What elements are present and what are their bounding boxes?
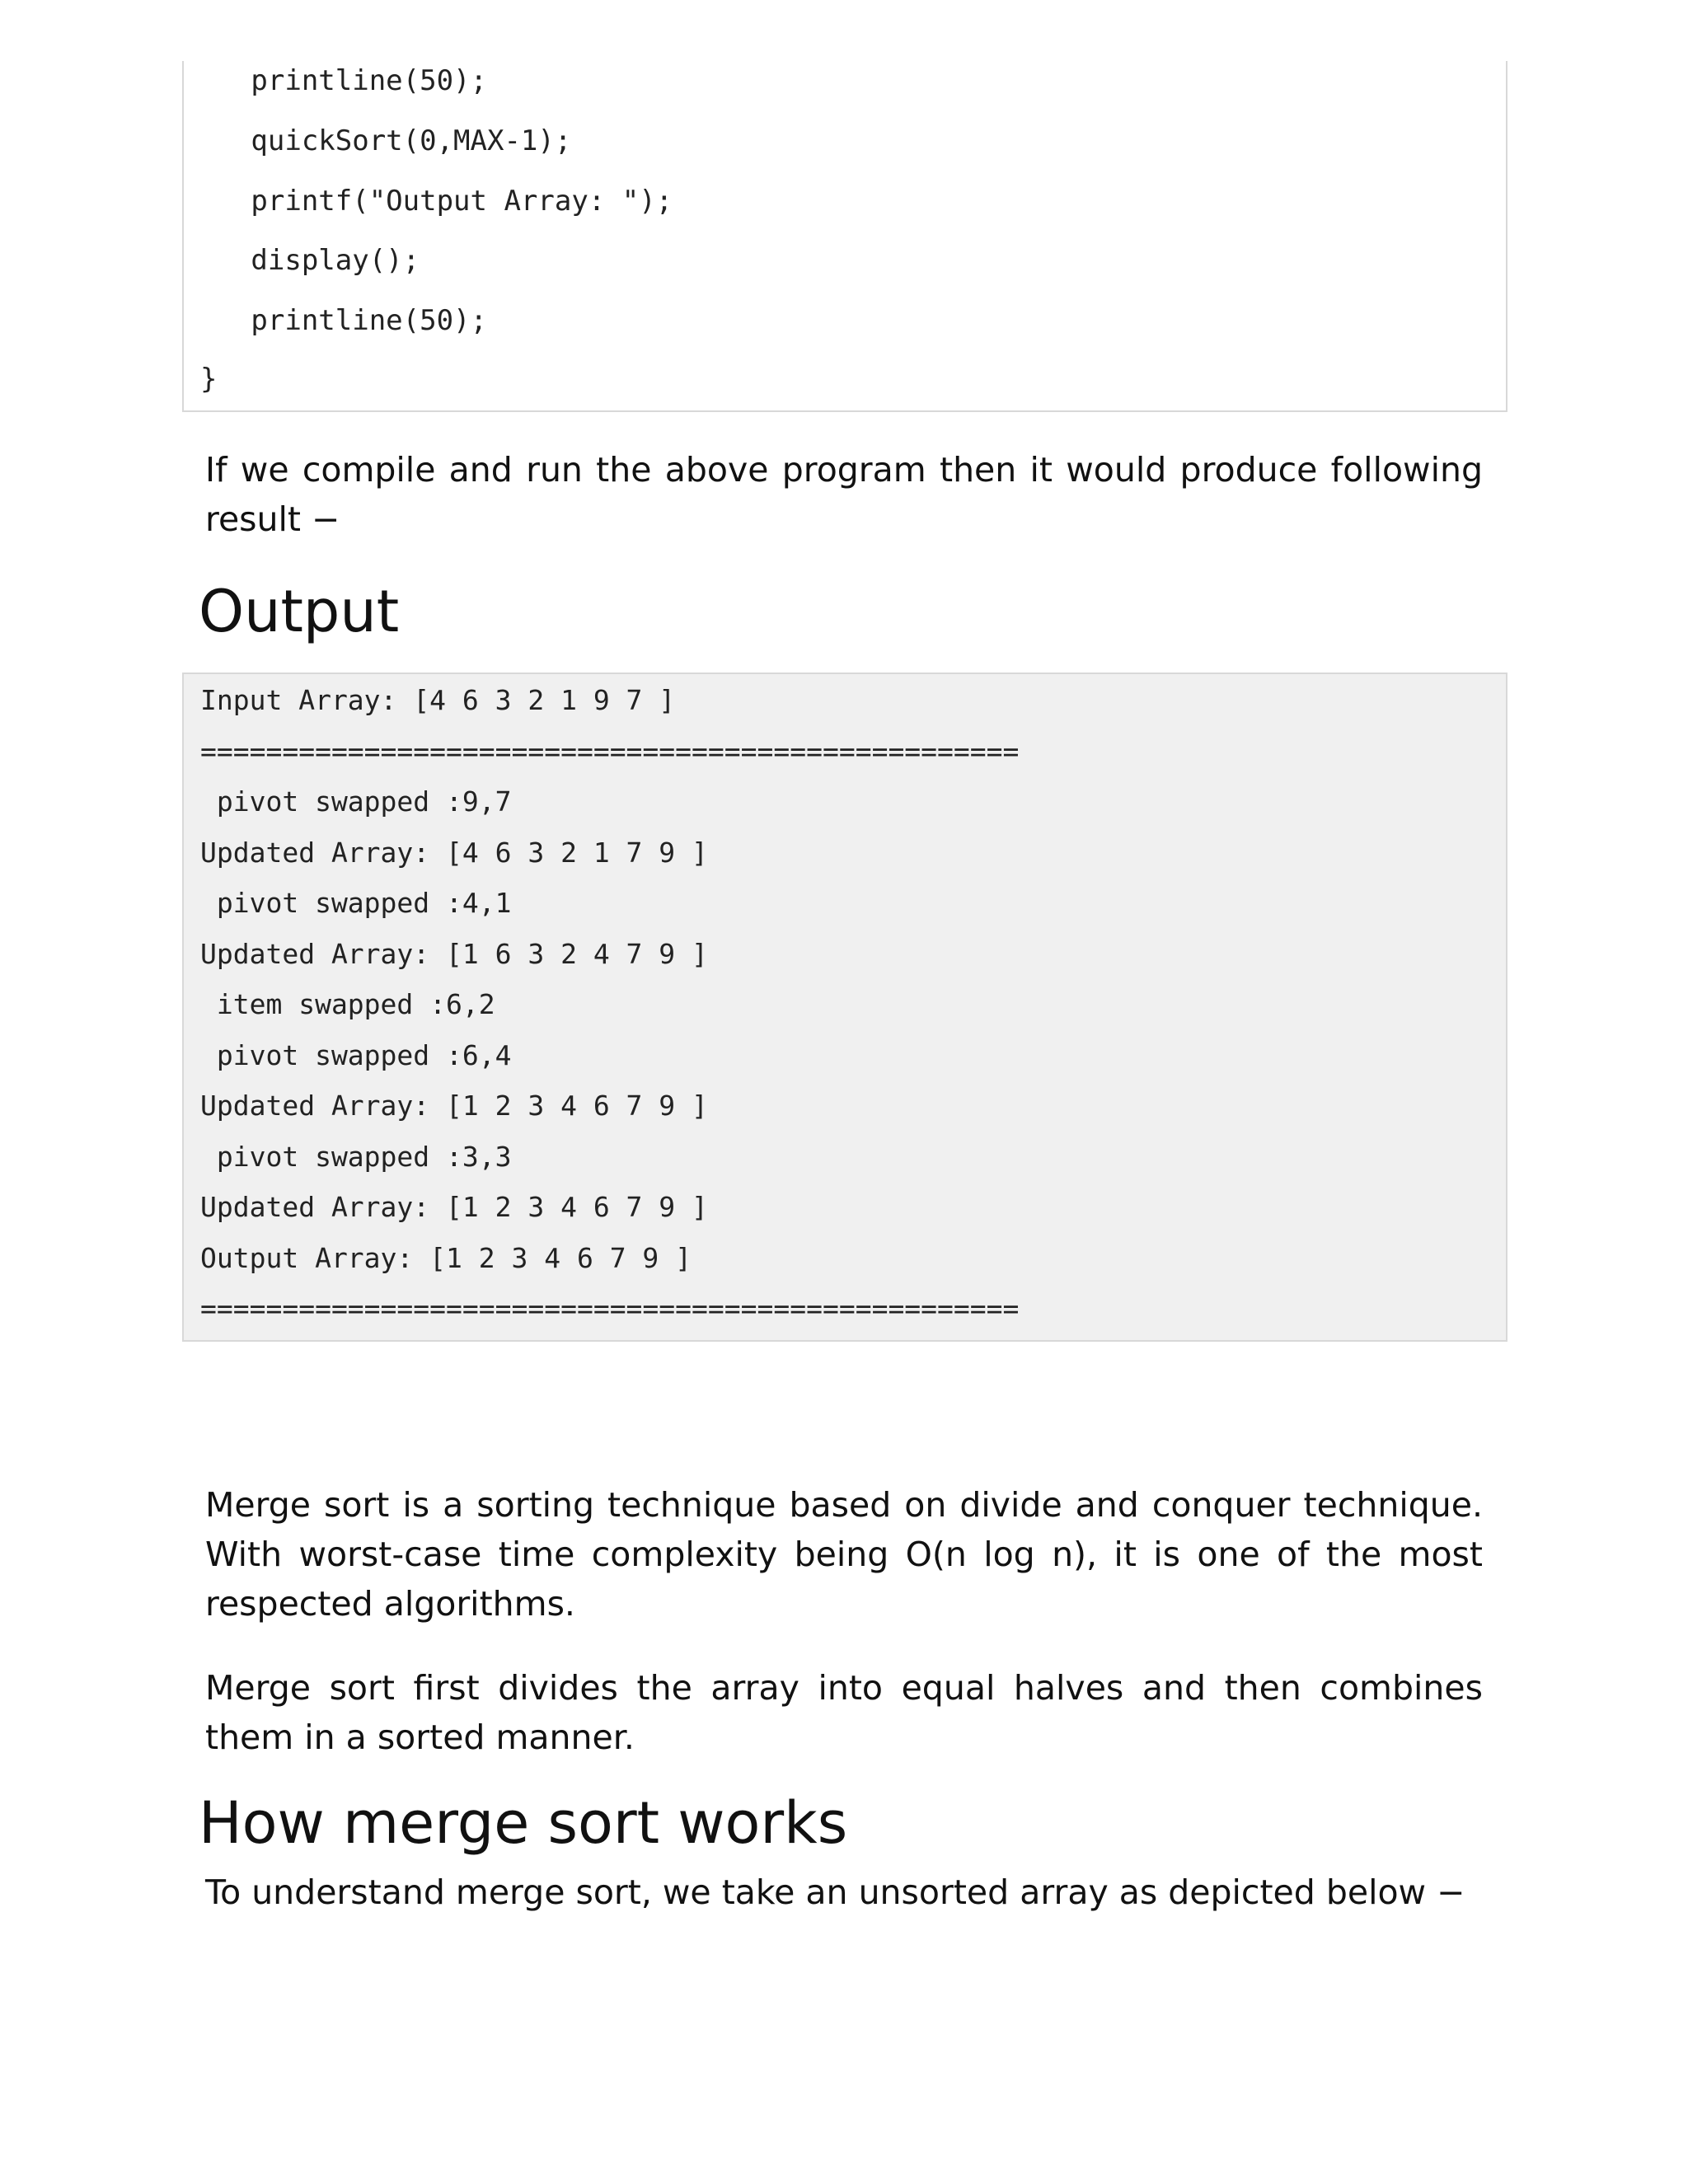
output-line: Output Array: [1 2 3 4 6 7 9 ] [200, 1242, 692, 1274]
code-line: display(); [200, 244, 420, 277]
how-merge-sort-heading: How merge sort works [199, 1789, 848, 1857]
output-line: ================================================== [200, 735, 1020, 767]
result-paragraph: If we compile and run the above program then it would produce following result − [205, 450, 1483, 539]
merge-divide-paragraph: Merge sort first divides the array into equal halves and then combines them in a sorted manner. [205, 1668, 1483, 1757]
merge-intro-paragraph: Merge sort is a sorting technique based on divide and conquer technique. With worst-case time complexity being O(n log n), it is one of the most respected algorithms. [205, 1485, 1483, 1624]
output-line: Updated Array: [1 2 3 4 6 7 9 ] [200, 1090, 708, 1122]
code-line: printline(50); [200, 64, 487, 97]
output-line: pivot swapped :3,3 [200, 1141, 512, 1173]
code-line: printline(50); [200, 304, 487, 337]
output-line: Updated Array: [1 2 3 4 6 7 9 ] [200, 1191, 708, 1223]
code-line: quickSort(0,MAX-1); [200, 124, 572, 157]
output-line: Input Array: [4 6 3 2 1 9 7 ] [200, 684, 676, 716]
output-line: ================================================== [200, 1292, 1020, 1324]
output-line: pivot swapped :9,7 [200, 785, 512, 818]
code-block [182, 61, 1507, 412]
code-line: } [200, 363, 218, 396]
code-line: printf("Output Array: "); [200, 185, 673, 218]
output-line: item swapped :6,2 [200, 988, 495, 1020]
output-line: pivot swapped :4,1 [200, 887, 512, 919]
output-line: Updated Array: [4 6 3 2 1 7 9 ] [200, 837, 708, 869]
output-heading: Output [199, 578, 400, 645]
output-line: Updated Array: [1 6 3 2 4 7 9 ] [200, 938, 708, 970]
output-line: pivot swapped :6,4 [200, 1039, 512, 1071]
understand-paragraph: To understand merge sort, we take an unsorted array as depicted below − [205, 1872, 1465, 1912]
output-block [182, 673, 1507, 1342]
